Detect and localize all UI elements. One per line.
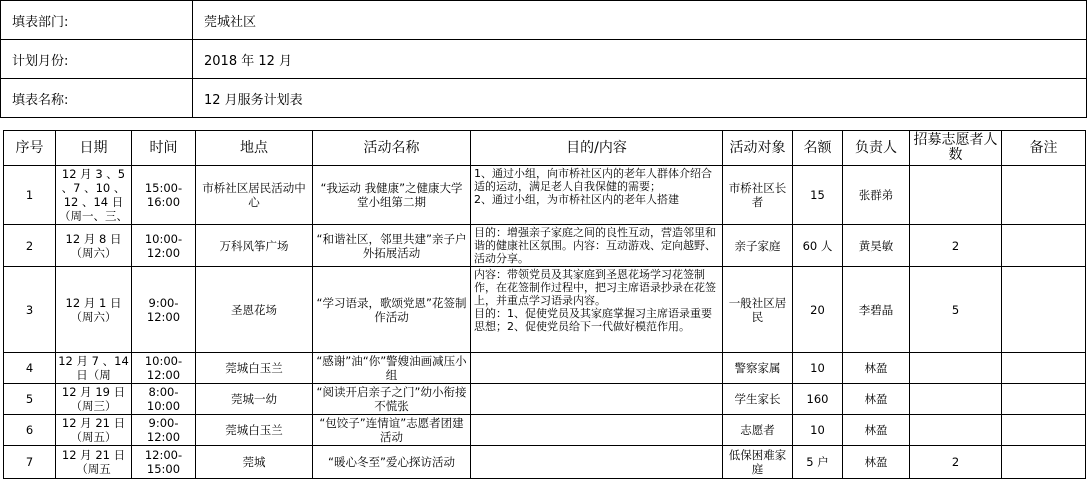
cell-purpose	[471, 384, 723, 415]
cell-time	[132, 415, 196, 446]
cell-quota	[793, 384, 843, 415]
info-row	[1, 1, 1087, 40]
cell-target-text: 警察家属	[734, 361, 781, 375]
cell-name	[313, 446, 471, 479]
cell-volunteers-text: 5	[951, 302, 960, 317]
cell-quota	[793, 166, 843, 225]
cell-seq-text: 3	[25, 302, 34, 317]
cell-volunteers-text: 2	[951, 238, 960, 253]
cell-name-text: “学习语录，歌颂党恩”花签制作活动	[316, 295, 467, 324]
cell-seq	[4, 446, 56, 479]
info-row	[1, 40, 1087, 79]
cell-name	[313, 415, 471, 446]
cell-quota	[793, 415, 843, 446]
header-volunteers: 招募志愿者人数	[910, 131, 1002, 166]
cell-place	[196, 415, 313, 446]
cell-owner-text: 林盈	[864, 361, 888, 375]
cell-volunteers	[910, 446, 1002, 479]
cell-date-text: 12 月 8 日（周六）	[65, 231, 122, 260]
cell-time	[132, 446, 196, 479]
cell-seq	[4, 415, 56, 446]
cell-target-text: 亲子家庭	[734, 238, 781, 253]
cell-remark	[1002, 353, 1086, 384]
cell-remark	[1002, 267, 1086, 353]
cell-date-text: 12 月 21 日（周五）	[61, 416, 126, 444]
purpose-paragraph: 目的：增强亲子家庭之间的良性互动，营造邻里和谐的健康社区氛围。内容：互动游戏、定向越野、活动分享。	[474, 226, 716, 265]
cell-quota-text: 160	[806, 392, 829, 406]
cell-remark	[1002, 225, 1086, 267]
cell-volunteers	[910, 225, 1002, 267]
cell-purpose	[471, 267, 723, 353]
cell-remark	[1002, 384, 1086, 415]
cell-name-text: “包饺子”连情谊”志愿者团建活动	[319, 416, 464, 444]
cell-owner-text: 张群弟	[858, 188, 894, 202]
cell-date	[56, 267, 132, 353]
cell-target-text: 志愿者	[740, 423, 775, 437]
cell-quota-text: 5 户	[806, 455, 829, 469]
cell-time-text: 9:00-12:00	[146, 416, 181, 444]
header-activity-name: 活动名称	[313, 131, 471, 166]
cell-seq-text: 5	[25, 392, 34, 406]
cell-date	[56, 166, 132, 225]
cell-seq	[4, 166, 56, 225]
cell-target-text: 学生家长	[734, 392, 781, 406]
cell-owner	[843, 446, 910, 479]
cell-target	[723, 267, 793, 353]
info-label: 计划月份:	[1, 40, 193, 79]
cell-time-text: 15:00-16:00	[144, 181, 183, 209]
table-row	[4, 267, 1086, 353]
header-time: 时间	[132, 131, 196, 166]
header-remark: 备注	[1002, 131, 1086, 166]
cell-volunteers	[910, 166, 1002, 225]
table-row	[4, 353, 1086, 384]
cell-owner	[843, 166, 910, 225]
cell-place	[196, 384, 313, 415]
table-row	[4, 225, 1086, 267]
cell-time-text: 10:00-12:00	[144, 354, 183, 382]
cell-name	[313, 225, 471, 267]
cell-volunteers	[910, 353, 1002, 384]
cell-quota	[793, 267, 843, 353]
cell-owner-text: 林盈	[864, 423, 888, 437]
info-table	[0, 0, 1087, 118]
info-value: 2018 年 12 月	[193, 40, 1087, 79]
header-place: 地点	[196, 131, 313, 166]
cell-owner	[843, 415, 910, 446]
cell-volunteers	[910, 267, 1002, 353]
cell-owner	[843, 267, 910, 353]
cell-date-text: 12 月 1 日（周六）	[65, 295, 122, 324]
cell-owner	[843, 384, 910, 415]
purpose-paragraph: 内容：带领党员及其家庭到圣恩花场学习花签制作，在花签制作过程中，把习主席语录抄录在花签上，并重点学习语录内容。	[474, 268, 716, 307]
cell-name	[313, 384, 471, 415]
cell-quota-text: 10	[810, 361, 825, 375]
cell-time	[132, 353, 196, 384]
cell-place	[196, 267, 313, 353]
cell-place-text: 市桥社区居民活动中心	[202, 181, 306, 209]
table-row	[4, 166, 1086, 225]
cell-time-text: 12:00-15:00	[144, 448, 183, 476]
cell-time	[132, 225, 196, 267]
cell-date	[56, 225, 132, 267]
cell-place-text: 莞城一幼	[231, 392, 277, 406]
service-plan-table	[3, 130, 1086, 479]
cell-owner	[843, 353, 910, 384]
cell-purpose	[471, 225, 723, 267]
cell-seq	[4, 267, 56, 353]
cell-owner-text: 黄昊敏	[858, 238, 894, 253]
cell-purpose	[471, 415, 723, 446]
cell-target	[723, 384, 793, 415]
cell-name	[313, 166, 471, 225]
cell-date	[56, 353, 132, 384]
cell-date	[56, 415, 132, 446]
cell-date	[56, 384, 132, 415]
cell-target	[723, 166, 793, 225]
cell-remark	[1002, 446, 1086, 479]
cell-quota-text: 15	[810, 188, 825, 202]
info-label: 填表名称:	[1, 79, 193, 118]
purpose-paragraph: 1、通过小组，向市桥社区内的老年人群体介绍合适的运动，满足老人自我保健的需要；	[474, 167, 712, 193]
header-seq: 序号	[4, 131, 56, 166]
cell-target-text: 市桥社区长者	[728, 181, 787, 209]
table-row	[4, 446, 1086, 479]
cell-seq-text: 7	[25, 455, 34, 469]
cell-seq	[4, 384, 56, 415]
cell-place-text: 莞城白玉兰	[225, 423, 283, 437]
cell-name	[313, 353, 471, 384]
cell-target-text: 一般社区居民	[728, 295, 787, 324]
cell-seq-text: 1	[25, 188, 34, 202]
cell-date-text: 12 月 3 、5 、7 、10 、12 、14 日（周一、三、	[59, 167, 128, 223]
cell-place-text: 莞城白玉兰	[225, 361, 283, 375]
cell-quota	[793, 353, 843, 384]
cell-seq-text: 6	[25, 423, 34, 437]
cell-owner	[843, 225, 910, 267]
cell-purpose	[471, 166, 723, 225]
cell-volunteers	[910, 415, 1002, 446]
cell-time	[132, 267, 196, 353]
cell-volunteers	[910, 384, 1002, 415]
cell-quota	[793, 225, 843, 267]
cell-place	[196, 225, 313, 267]
header-target: 活动对象	[723, 131, 793, 166]
cell-place-text: 圣恩花场	[231, 302, 277, 317]
cell-place	[196, 166, 313, 225]
cell-target-text: 低保困难家庭	[728, 448, 787, 476]
cell-owner-text: 林盈	[864, 392, 888, 406]
cell-target	[723, 415, 793, 446]
header-purpose: 目的/内容	[471, 131, 723, 166]
cell-remark	[1002, 166, 1086, 225]
cell-name-text: “阅读开启亲子之门”幼小衔接不慌张	[316, 385, 467, 413]
cell-owner-text: 林盈	[864, 455, 888, 469]
info-value: 莞城社区	[193, 1, 1087, 40]
purpose-paragraph: 2、通过小组，为市桥社区内的老年人搭建	[474, 193, 679, 206]
cell-time	[132, 166, 196, 225]
cell-quota-text: 20	[810, 302, 825, 317]
cell-time-text: 9:00-12:00	[146, 295, 181, 324]
table-row	[4, 384, 1086, 415]
cell-seq	[4, 353, 56, 384]
cell-place	[196, 353, 313, 384]
cell-quota-text: 60 人	[802, 238, 833, 253]
cell-target	[723, 353, 793, 384]
cell-owner-text: 李碧晶	[858, 302, 894, 317]
cell-date-text: 12 月 7 、14 日（周	[58, 354, 129, 382]
cell-time-text: 8:00-10:00	[146, 385, 181, 413]
cell-name-text: “感谢”油“你”警嫂油画减压小组	[316, 354, 467, 382]
purpose-text	[474, 226, 719, 265]
cell-date-text: 12 月 21 日（周五	[61, 448, 126, 476]
cell-purpose	[471, 353, 723, 384]
cell-name-text: “我运动 我健康”之健康大学堂小组第二期	[320, 181, 463, 209]
cell-seq	[4, 225, 56, 267]
cell-time	[132, 384, 196, 415]
info-row	[1, 79, 1087, 118]
table-header-row	[4, 131, 1086, 166]
cell-purpose	[471, 446, 723, 479]
info-value: 12 月服务计划表	[193, 79, 1087, 118]
cell-name	[313, 267, 471, 353]
cell-place-text: 万科风筝广场	[219, 238, 289, 253]
cell-time-text: 10:00-12:00	[144, 231, 183, 260]
cell-quota-text: 10	[810, 423, 825, 437]
cell-name-text: “暖心冬至”爱心探访活动	[328, 455, 455, 469]
cell-target	[723, 446, 793, 479]
cell-seq-text: 4	[25, 361, 34, 375]
cell-target	[723, 225, 793, 267]
cell-seq-text: 2	[25, 238, 34, 253]
header-quota: 名额	[793, 131, 843, 166]
cell-name-text: “和谐社区，邻里共建”亲子户外拓展活动	[316, 231, 467, 260]
cell-date-text: 12 月 19 日（周三）	[61, 385, 126, 413]
header-date: 日期	[56, 131, 132, 166]
purpose-text	[474, 167, 719, 206]
table-row	[4, 415, 1086, 446]
cell-date	[56, 446, 132, 479]
cell-place-text: 莞城	[242, 455, 266, 469]
cell-place	[196, 446, 313, 479]
cell-volunteers-text: 2	[951, 455, 960, 469]
purpose-text	[474, 268, 719, 333]
table-body	[4, 166, 1086, 479]
cell-remark	[1002, 415, 1086, 446]
purpose-paragraph: 目的：1、促使党员及其家庭掌握习主席语录重要思想；2、促使党员给下一代做好模范作用。	[474, 307, 712, 333]
info-label: 填表部门:	[1, 1, 193, 40]
header-owner: 负责人	[843, 131, 910, 166]
cell-quota	[793, 446, 843, 479]
info-rows	[1, 1, 1087, 118]
